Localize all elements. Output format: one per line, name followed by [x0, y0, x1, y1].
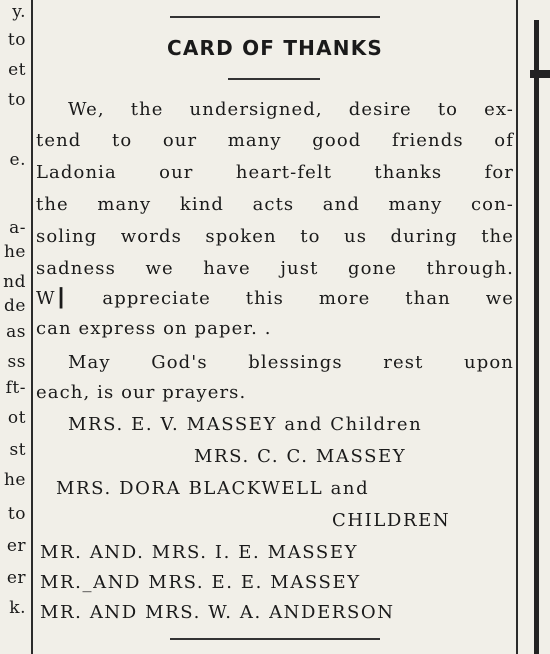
body-line: tend to our many good friends of: [36, 130, 514, 151]
card-of-thanks-article: [36, 0, 514, 654]
column-fragment: e.: [9, 150, 26, 170]
column-fragment: ss: [7, 352, 26, 372]
column-fragment: de: [4, 296, 26, 316]
body-line: can express on paper. .: [36, 318, 272, 339]
column-fragment: et: [8, 60, 26, 80]
column-fragment: st: [9, 440, 26, 460]
body-line: sadness we have just gone through.: [36, 258, 514, 279]
column-rule: [31, 0, 33, 654]
body-line: We, the undersigned, desire to ex-: [68, 99, 514, 120]
adjacent-column-right: [520, 0, 550, 654]
article-title: CARD OF THANKS: [166, 36, 384, 60]
column-fragment: nd: [3, 272, 26, 292]
column-fragment: er: [6, 536, 26, 556]
body-line: the many kind acts and many con-: [36, 194, 514, 215]
signature-line: MRS. C. C. MASSEY: [194, 446, 407, 467]
border-bar: [534, 20, 539, 654]
signature-line: CHILDREN: [332, 510, 451, 531]
body-line: soling words spoken to us during the: [36, 226, 514, 247]
signature-line: MRS. E. V. MASSEY and Children: [68, 414, 423, 435]
column-fragment: he: [3, 470, 26, 490]
column-fragment: a-: [9, 218, 26, 238]
body-line: May God's blessings rest upon: [68, 352, 514, 373]
column-fragment: as: [6, 322, 26, 342]
body-line: each, is our prayers.: [36, 382, 247, 403]
body-line: Ladonia our heart-felt thanks for: [36, 162, 514, 183]
column-fragment: to: [7, 504, 26, 524]
column-rule: [516, 0, 518, 654]
column-fragment: er: [6, 568, 26, 588]
signature-line: MR. AND MRS. W. A. ANDERSON: [40, 602, 395, 623]
bottom-rule: [170, 638, 380, 640]
column-fragment: ot: [7, 408, 26, 428]
border-bar: [530, 70, 550, 78]
column-fragment: y.: [12, 2, 26, 22]
column-fragment: to: [7, 90, 26, 110]
title-rule: [228, 78, 320, 80]
signature-line: MR. AND. MRS. I. E. MASSEY: [40, 542, 359, 563]
column-fragment: k.: [9, 598, 26, 618]
signature-line: MR._AND MRS. E. E. MASSEY: [40, 572, 361, 593]
column-fragment: to: [7, 30, 26, 50]
column-fragment: he: [3, 242, 26, 262]
body-line: W┃ appreciate this more than we: [36, 288, 514, 309]
top-rule: [170, 16, 380, 18]
column-fragment: ft-: [5, 378, 26, 398]
signature-line: MRS. DORA BLACKWELL and: [56, 478, 370, 499]
adjacent-column-left: [0, 0, 28, 654]
